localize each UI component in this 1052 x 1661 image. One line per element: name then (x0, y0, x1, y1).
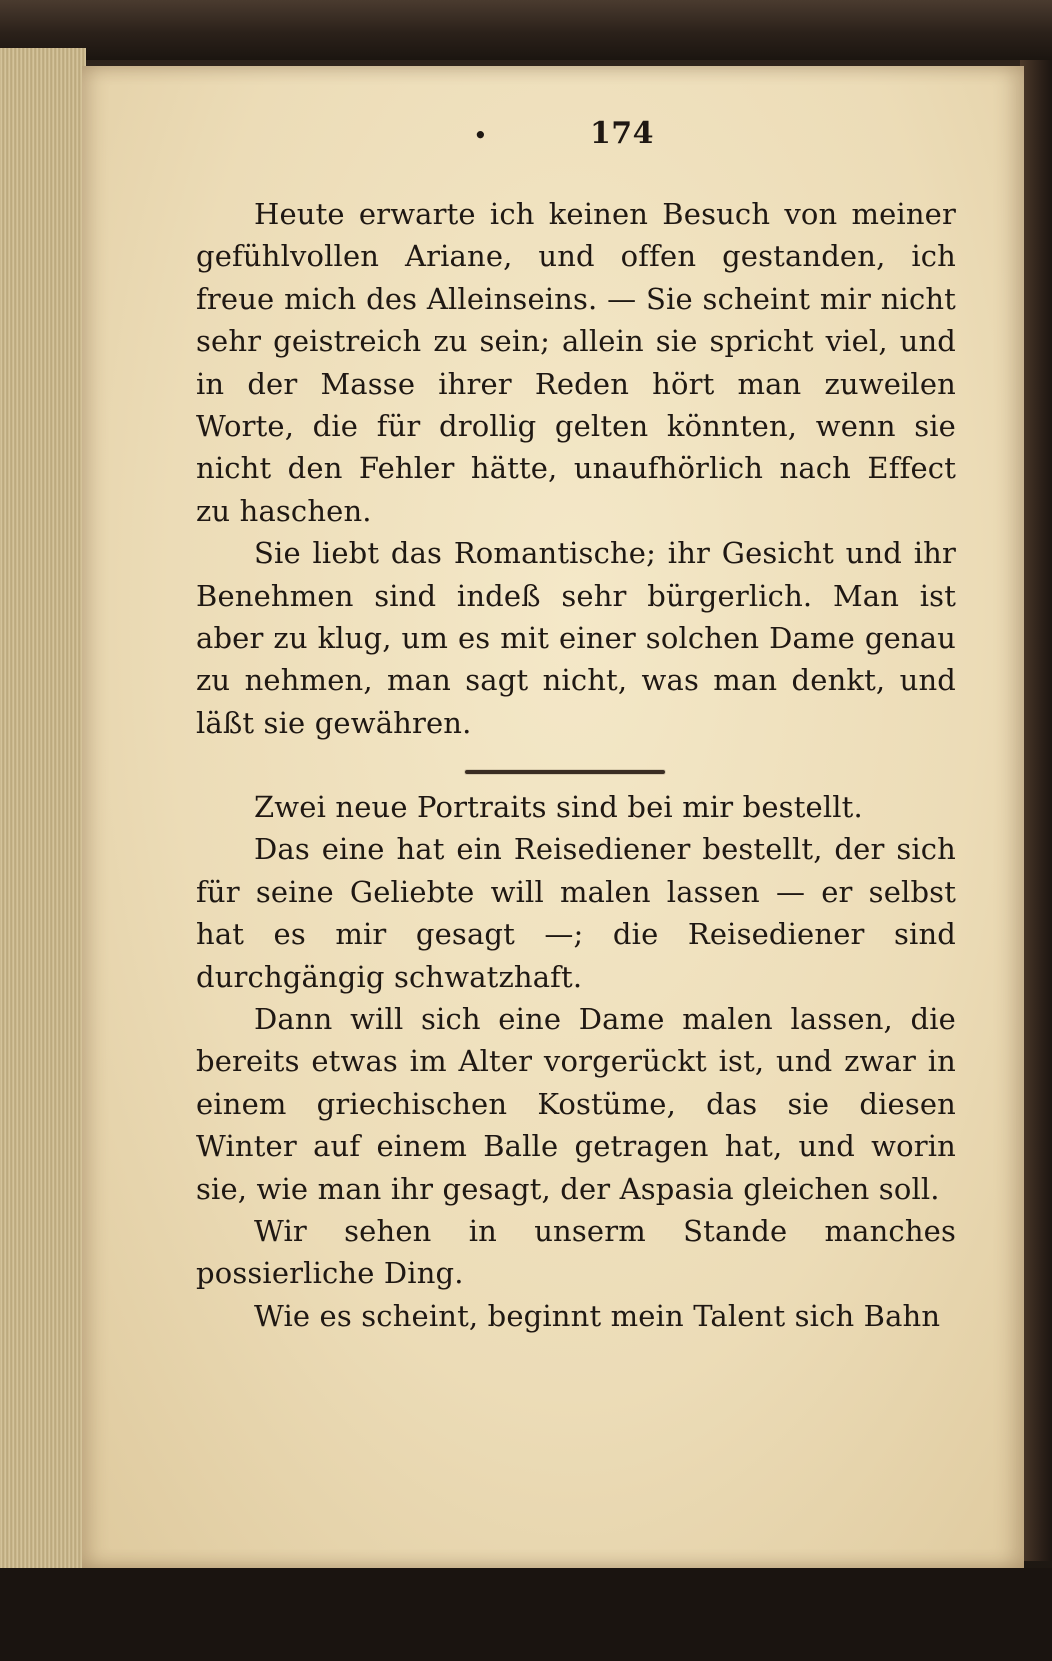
book-binding (0, 0, 1052, 60)
lower-text-block (196, 786, 956, 1337)
paragraph: Dann will sich eine Dame malen lassen, die bereits etwas im Alter vorgerückt ist, und zwar in einem griechischen Kostüme, das sie diesen Winter auf einem Balle getragen hat, und worin sie, wie man ihr gesagt, der Aspasia gleichen soll. (196, 1002, 956, 1206)
paragraph: Wir sehen in unserm Stande manches possierliche Ding. (196, 1214, 956, 1291)
page-number: 174 (589, 116, 655, 151)
paragraph: Das eine hat ein Reisediener bestellt, der sich für seine Geliebte will malen lassen — er selbst hat es mir gesagt —; die Reisediener sind durchgängig schwatzhaft. (196, 832, 956, 994)
paragraph: Wie es scheint, beginnt mein Talent sich Bahn (254, 1298, 941, 1333)
stacked-page-edges (0, 48, 86, 1601)
printer-dot: • (473, 121, 488, 150)
section-separator (465, 770, 665, 774)
bottom-shadow (0, 1568, 1052, 1661)
upper-text-block (196, 193, 956, 744)
paragraph: Sie liebt das Romantische; ihr Gesicht und ihr Benehmen sind indeß sehr bürgerlich. Man ist aber zu klug, um es mit einer solchen Dame genau zu nehmen, man sagt nicht, was man denkt, und läßt sie gewähren. (196, 536, 956, 740)
paragraph: Heute erwarte ich keinen Besuch von meiner gefühlvollen Ariane, und offen gestanden, ich freue mich des Alleinseins. — Sie scheint mir nicht sehr geistreich zu sein; allein sie spricht viel, und in der Masse ihrer Reden hört man zuweilen Worte, die für drollig gelten könnten, wenn sie nicht den Fehler hätte, unaufhörlich nach Effect zu haschen. (196, 197, 956, 528)
paragraph: Zwei neue Portraits sind bei mir bestellt. (254, 790, 863, 824)
book-page (82, 66, 1024, 1568)
book-cover-edge (1020, 60, 1052, 1561)
